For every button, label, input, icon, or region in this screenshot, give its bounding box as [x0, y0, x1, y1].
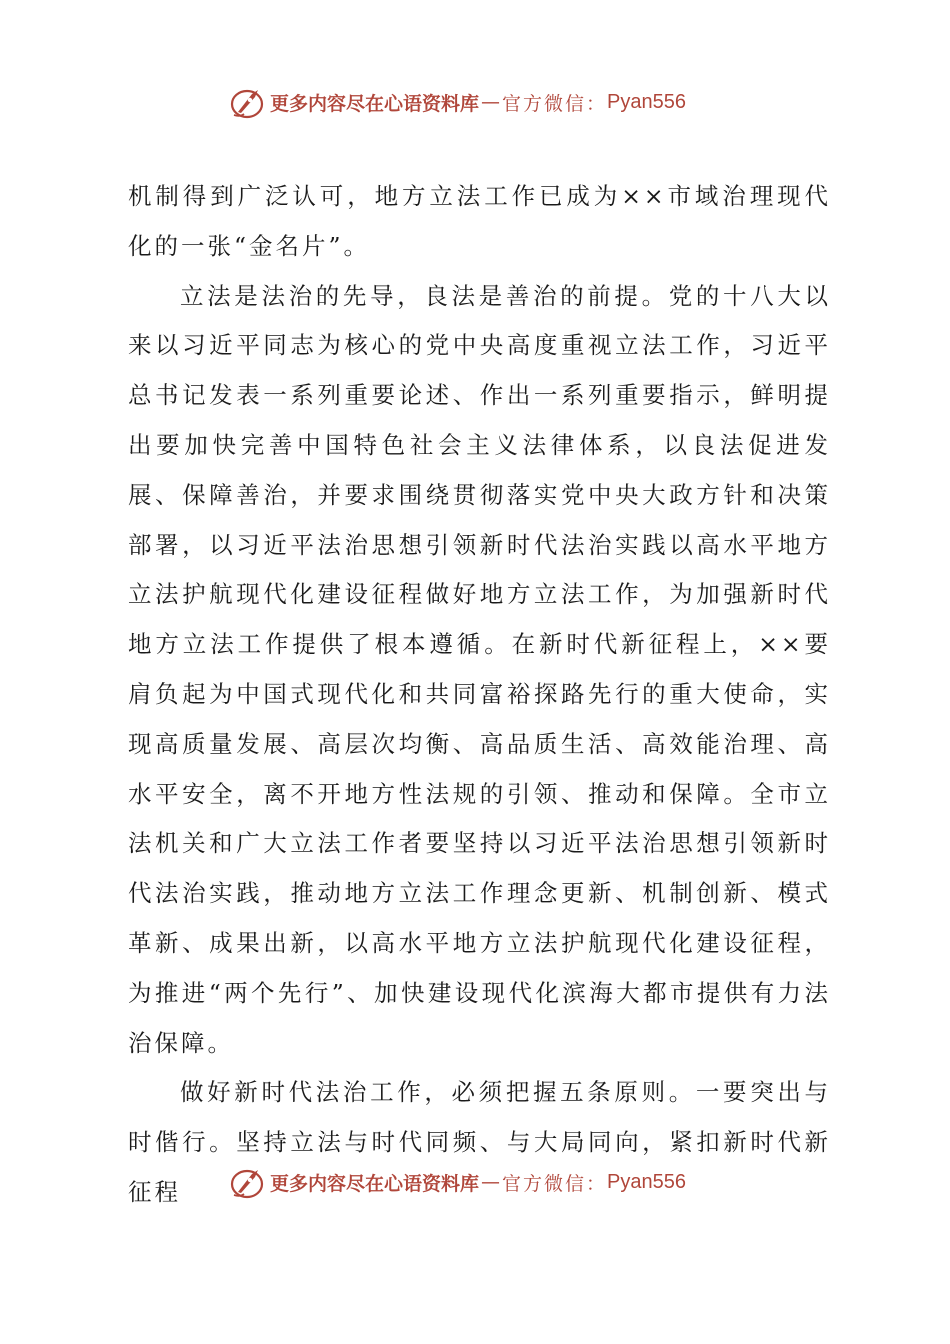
- footer-banner-separator: —: [481, 1171, 501, 1193]
- paragraph-2: 立法是法治的先导，良法是善治的前提。党的十八大以来以习近平同志为核心的党中央高度重视立法工作，习近平总书记发表一系列重要论述、作出一系列重要指示，鲜明提出要加快完善中国特色社会主义法律体系，以良法促进发展、保障善治，并要求围绕贯彻落实党中央大政方针和决策部署，以习近平法治思想引领新时代法治实践以高水平地方立法护航现代化建设征程做好地方立法工作，为加强新时代地方立法工作提供了根本遵循。在新时代新征程上，××要肩负起为中国式现代化和共同富裕探路先行的重大使命，实现高质量发展、高层次均衡、高品质生活、高效能治理、高水平安全，离不开地方性法规的引领、推动和保障。全市立法机关和广大立法工作者要坚持以习近平法治思想引领新时代法治实践，推动地方立法工作理念更新、机制创新、模式革新、成果出新，以高水平地方立法护航现代化建设征程，为推进“两个先行”、加快建设现代化滨海大都市提供有力法治保障。: [128, 281, 831, 1057]
- header-banner: [228, 82, 686, 122]
- pen-nib-icon: [228, 82, 268, 122]
- header-banner-separator: —: [481, 91, 501, 113]
- document-body: [128, 172, 831, 1218]
- pen-nib-icon: [228, 1162, 268, 1202]
- footer-wechat-label: 官方微信：: [502, 1172, 608, 1195]
- footer-wechat-id: Pyan556: [607, 1170, 686, 1193]
- footer-banner-text: 更多内容尽在心语资料库: [270, 1172, 480, 1195]
- header-wechat-label: 官方微信：: [502, 92, 608, 115]
- footer-banner: [228, 1162, 686, 1202]
- paragraph-1: 机制得到广泛认可，地方立法工作已成为××市域治理现代化的一张“金名片”。: [128, 182, 831, 260]
- header-wechat-id: Pyan556: [607, 90, 686, 113]
- paragraph-3: 做好新时代法治工作，必须把握五条原则。一要突出与时偕行。坚持立法与时代同频、与大局同向，紧扣新时代新征程: [128, 1078, 831, 1206]
- header-banner-text: 更多内容尽在心语资料库: [270, 92, 480, 115]
